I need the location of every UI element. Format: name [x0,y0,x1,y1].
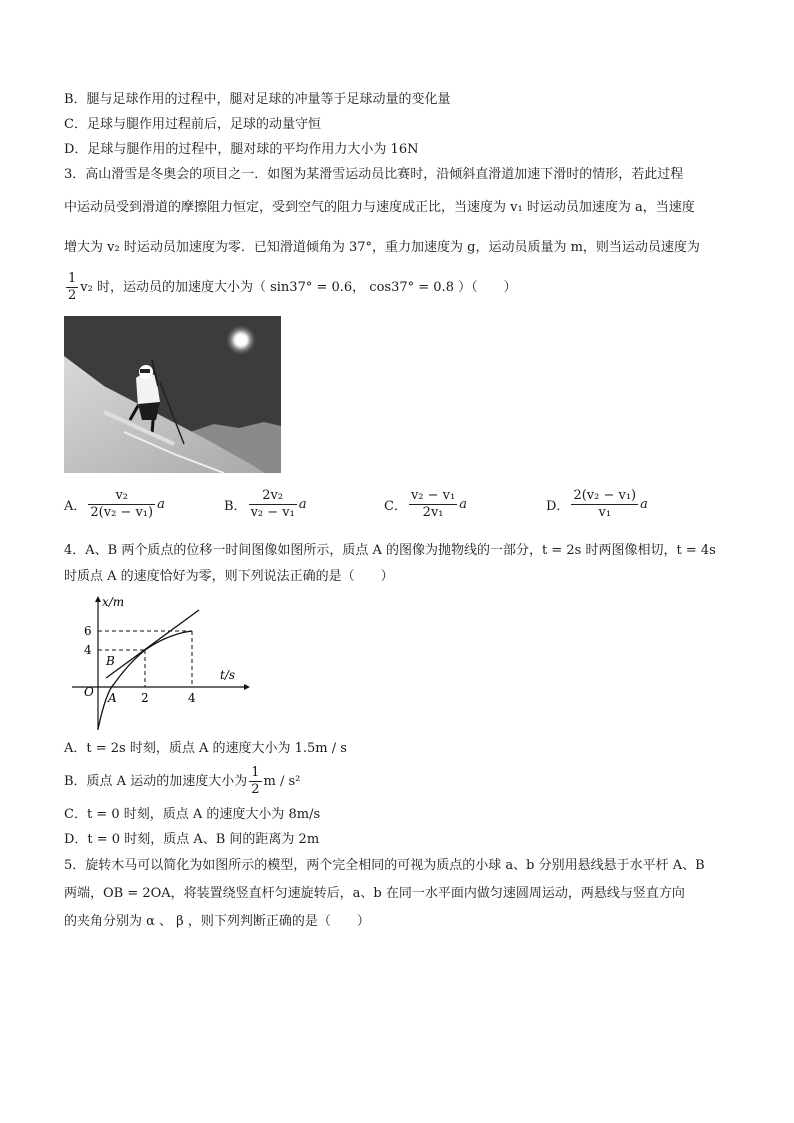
graph-label-b: B [106,654,115,668]
q3-half-fraction: $\frac{1}{2}$ [68,271,77,303]
q2-option-c: C．足球与腿作用过程前后，足球的动量守恒 [64,117,321,132]
q5-stem-line-2: 两端，OB = 2OA，将装置绕竖直杆匀速旋转后，a、b 在同一水平面内做匀速圆周运动，两悬线与竖直方向 [64,886,685,901]
graph-label-a: A [108,691,117,705]
q3-option-a: A． $\frac{\text{v₂}}{\text{2(v₂ − v₁)}}$ a [64,488,165,520]
q3-option-c-fraction: $\frac{\text{v₂ − v₁}}{\text{2v₁}}$ [410,488,456,520]
q4-option-b: B．质点 A 运动的加速度大小为 $\frac{1}{2}$ m / s² [64,765,301,797]
q3-option-c: C． $\frac{\text{v₂ − v₁}}{\text{2v₁}}$ a [384,488,467,520]
q4-stem-line-2: 时质点 A 的速度恰好为零，则下列说法正确的是（ ） [64,569,394,584]
graph-ylabel: x/m [102,595,125,609]
graph-ytick-4: 4 [84,643,92,657]
q3-option-b: B． $\frac{\text{2v₂}}{\text{v₂ − v₁}}$ a [224,488,307,520]
graph-xtick-4: 4 [188,691,196,705]
line-b [106,610,199,678]
q5-stem-line-3: 的夹角分别为 α 、 β ，则下列判断正确的是（ ） [64,914,370,929]
q3-stem-line-4: $\frac{1}{2}$ v₂ 时，运动员的加速度大小为（ sin37° = 0.6， cos37° = 0.8 ）（ ） [68,271,517,303]
skier-photo [64,316,281,473]
q3-stem-line-1: 3．高山滑雪是冬奥会的项目之一．如图为某滑雪运动员比赛时，沿倾斜直滑道加速下滑时的情形，若此过程 [64,167,684,182]
q2-option-d: D．足球与腿作用的过程中，腿对球的平均作用力大小为 16N [64,142,419,157]
q2-option-b: B．腿与足球作用的过程中，腿对足球的冲量等于足球动量的变化量 [64,92,451,107]
q3-option-d: D． $\frac{\text{2(v₂ − v₁)}}{\text{v₁}}$ a [546,488,648,520]
q3-stem-line-2: 中运动员受到滑道的摩擦阻力恒定，受到空气的阻力与速度成正比，当速度为 v₁ 时运动员加速度为 a，当速度 [64,200,695,215]
graph-xtick-2: 2 [141,691,149,705]
q4-option-d: D．t = 0 时刻，质点 A、B 间的距离为 2m [64,832,320,847]
q3-option-d-fraction: $\frac{\text{2(v₂ − v₁)}}{\text{v₁}}$ [573,488,637,520]
q4-option-c: C．t = 0 时刻，质点 A 的速度大小为 8m/s [64,807,321,822]
q5-stem-line-1: 5．旋转木马可以简化为如图所示的模型，两个完全相同的可视为质点的小球 a、b 分别用悬线悬于水平杆 A、B [64,858,705,873]
q3-option-a-fraction: $\frac{\text{v₂}}{\text{2(v₂ − v₁)}}$ [90,488,154,520]
graph-ytick-6: 6 [84,624,92,638]
q4-option-b-fraction: $\frac{1}{2}$ [251,765,260,797]
graph-xlabel: t/s [220,668,236,682]
q3-stem-line-3: 增大为 v₂ 时运动员加速度为零．已知滑道倾角为 37°，重力加速度为 g，运动员质量为 m，则当运动员速度为 [64,240,700,255]
xt-graph [64,592,254,732]
q3-option-b-fraction: $\frac{\text{2v₂}}{\text{v₂ − v₁}}$ [250,488,295,520]
q4-stem-line-1: 4．A、B 两个质点的位移一时间图像如图所示，质点 A 的图像为抛物线的一部分，t = 2s 时两图像相切，t = 4s [64,543,716,558]
q4-option-a: A．t = 2s 时刻，质点 A 的速度大小为 1.5m / s [64,741,347,756]
graph-origin: O [84,685,94,699]
